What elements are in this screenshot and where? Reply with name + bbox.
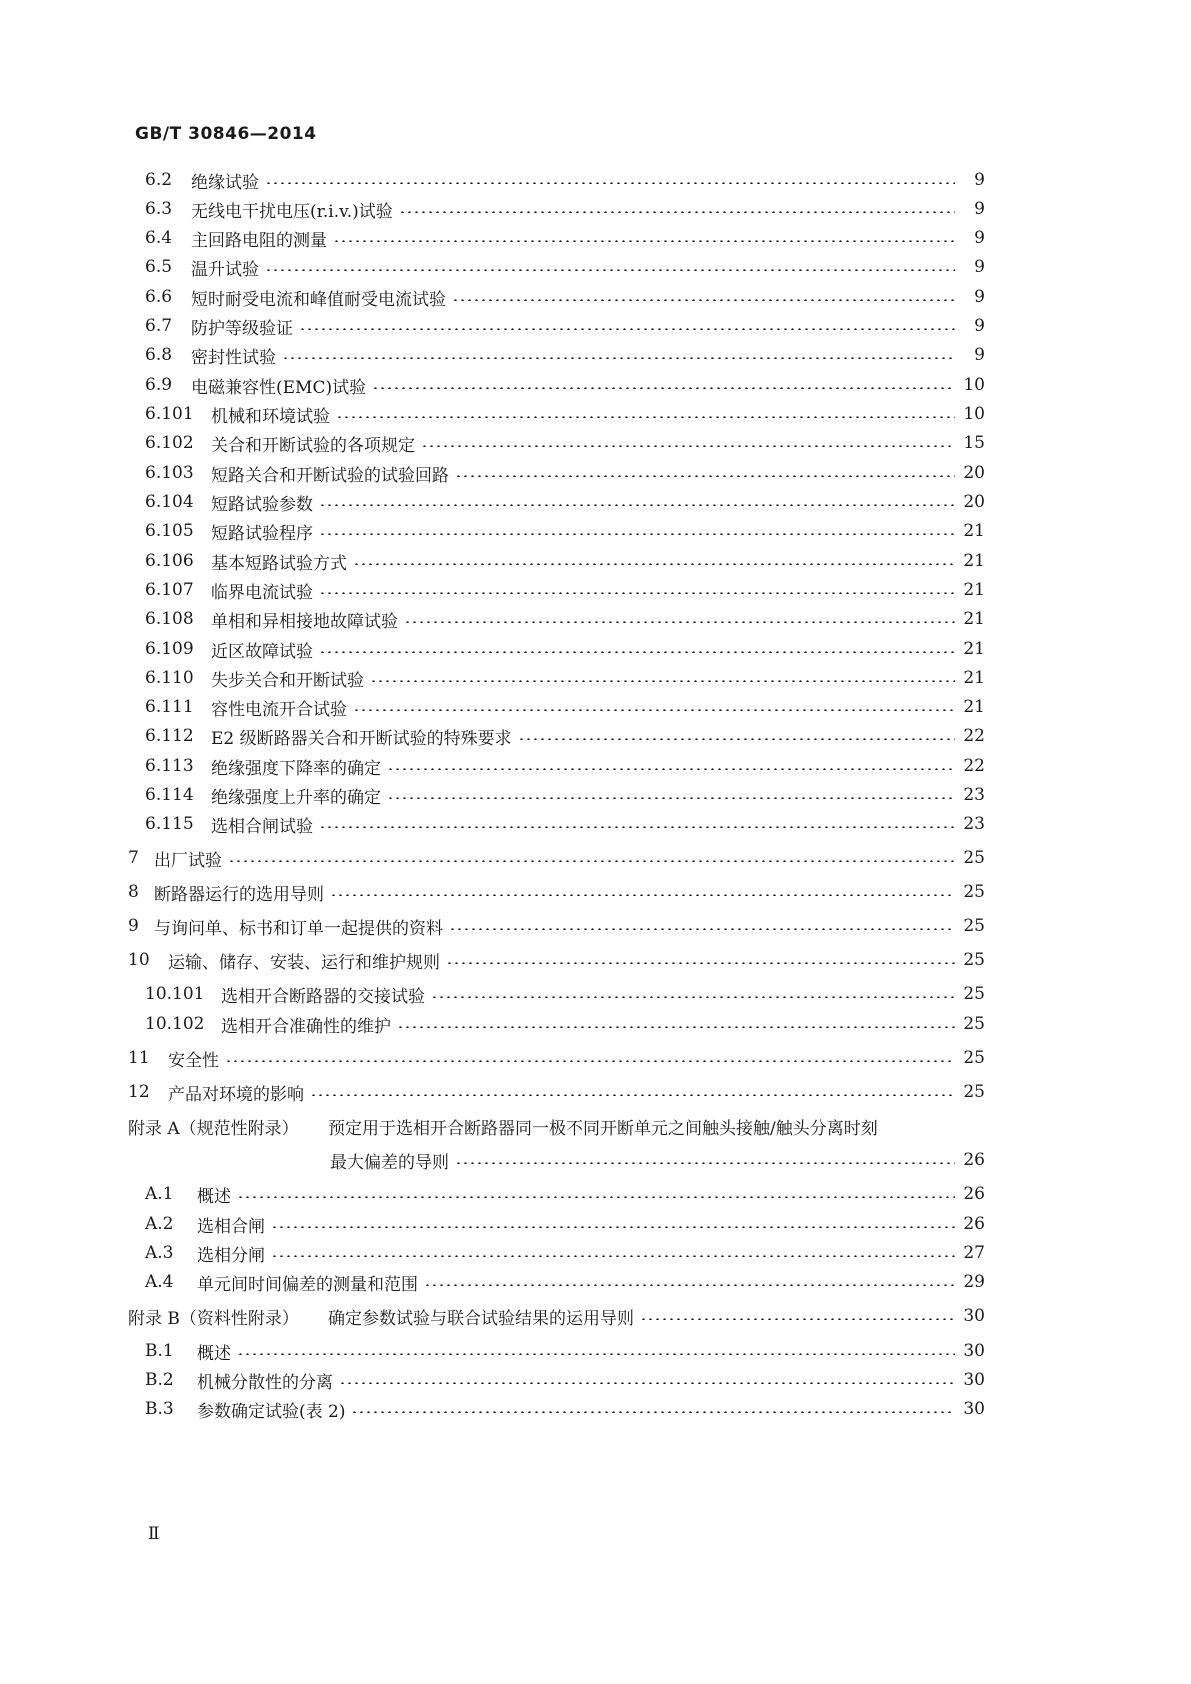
leader-dots: [310, 1094, 955, 1096]
toc-title: 短时耐受电流和峰值耐受电流试验: [191, 289, 446, 310]
toc-entry[interactable]: [128, 1080, 985, 1104]
toc-number: 6.108: [145, 609, 194, 629]
toc-title: 与询问单、标书和订单一起提供的资料: [154, 918, 443, 939]
toc-entry[interactable]: [145, 168, 985, 192]
toc-page: 21: [963, 668, 985, 688]
toc-number: 6.6: [145, 287, 173, 307]
toc-page: 30: [963, 1306, 985, 1326]
leader-dots: [330, 894, 955, 896]
toc-page: 30: [963, 1370, 985, 1390]
toc-entry[interactable]: [145, 373, 985, 397]
toc-page: 9: [974, 257, 985, 277]
toc-number: 6.113: [145, 756, 194, 776]
toc-number: 6.111: [145, 697, 194, 717]
toc-entry[interactable]: [145, 1012, 985, 1036]
toc-title: 电磁兼容性(EMC)试验: [191, 377, 367, 398]
toc-page: 10: [963, 404, 985, 424]
toc-page: 25: [963, 916, 985, 936]
leader-dots: [282, 357, 955, 359]
toc-number: 6.104: [145, 492, 194, 512]
toc-page: 25: [963, 950, 985, 970]
leader-dots: [351, 1411, 955, 1413]
toc-number: 12: [128, 1082, 150, 1102]
toc-number: 6.102: [145, 433, 194, 453]
toc-number: 6.110: [145, 668, 194, 688]
toc-page: 23: [963, 785, 985, 805]
toc-title: 密封性试验: [191, 347, 276, 368]
toc-number: A.2: [145, 1214, 174, 1234]
toc-entry[interactable]: [145, 255, 985, 279]
toc-number: 6.105: [145, 521, 194, 541]
toc-entry[interactable]: [145, 1241, 985, 1265]
leader-dots: [404, 621, 955, 623]
toc-page: 20: [963, 492, 985, 512]
page-number-footer: Ⅱ: [148, 1524, 160, 1544]
toc-number: B.3: [145, 1399, 174, 1419]
toc-page: 26: [963, 1150, 985, 1170]
toc-title: 防护等级验证: [191, 318, 293, 339]
leader-dots: [387, 797, 955, 799]
toc-page: 25: [963, 882, 985, 902]
toc-title: 短路试验程序: [211, 523, 313, 544]
toc-page: 9: [974, 228, 985, 248]
toc-number: A.4: [145, 1272, 174, 1292]
toc-entry[interactable]: [145, 724, 985, 748]
toc-page: 9: [974, 316, 985, 336]
toc-title: 单元间时间偏差的测量和范围: [197, 1274, 418, 1295]
toc-title: 近区故障试验: [211, 641, 313, 662]
toc-title: 选相开合断路器的交接试验: [221, 986, 425, 1007]
toc-entry[interactable]: [145, 402, 985, 426]
toc-entry[interactable]: [145, 314, 985, 338]
leader-dots: [265, 182, 955, 184]
toc-title: 选相开合准确性的维护: [221, 1016, 391, 1037]
toc-page: 21: [963, 697, 985, 717]
toc-number: A.3: [145, 1243, 174, 1263]
toc-number: 6.112: [145, 726, 194, 746]
toc-title: 主回路电阻的测量: [191, 230, 327, 251]
toc-title: 机械和环境试验: [211, 406, 330, 427]
toc-entry[interactable]: [145, 1182, 985, 1206]
leader-dots: [399, 211, 955, 213]
toc-page: 10: [963, 375, 985, 395]
toc-page: 21: [963, 521, 985, 541]
toc-page: 25: [963, 1014, 985, 1034]
toc-number: 6.3: [145, 199, 173, 219]
toc-annex-entry[interactable]: [128, 1114, 985, 1138]
toc-title: 确定参数试验与联合试验结果的运用导则: [328, 1308, 634, 1329]
toc-entry[interactable]: [128, 880, 985, 904]
toc-entry[interactable]: [145, 343, 985, 367]
toc-page: 26: [963, 1184, 985, 1204]
toc-title: 单相和异相接地故障试验: [211, 611, 398, 632]
toc-page: 9: [974, 199, 985, 219]
toc-number: 6.114: [145, 785, 194, 805]
toc-title: 短路关合和开断试验的试验回路: [211, 465, 449, 486]
toc-entry[interactable]: [145, 578, 985, 602]
toc-title: 断路器运行的选用导则: [154, 884, 324, 905]
toc-title: 概述: [197, 1343, 231, 1364]
toc-entry-continuation[interactable]: [330, 1148, 985, 1172]
toc-annex-label: 附录 A（规范性附录）: [128, 1118, 299, 1139]
leader-dots: [299, 328, 955, 330]
leader-dots: [452, 299, 955, 301]
toc-title: 最大偏差的导则: [330, 1152, 449, 1173]
toc-title: E2 级断路器关合和开断试验的特殊要求: [211, 728, 512, 749]
toc-number: B.2: [145, 1370, 174, 1390]
toc-entry[interactable]: [145, 1368, 985, 1392]
toc-page: 20: [963, 463, 985, 483]
toc-title: 无线电干扰电压(r.i.v.)试验: [191, 201, 393, 222]
toc-entry[interactable]: [145, 1397, 985, 1421]
leader-dots: [455, 1162, 955, 1164]
toc-entry[interactable]: [145, 754, 985, 778]
toc-title: 机械分散性的分离: [197, 1372, 333, 1393]
toc-title: 绝缘强度下降率的确定: [211, 758, 381, 779]
leader-dots: [397, 1026, 955, 1028]
toc-entry[interactable]: [145, 431, 985, 455]
toc-number: A.1: [145, 1184, 174, 1204]
toc-number: 6.4: [145, 228, 173, 248]
leader-dots: [353, 709, 955, 711]
toc-number: 6.115: [145, 814, 194, 834]
toc-number: 6.107: [145, 580, 194, 600]
leader-dots: [421, 445, 955, 447]
toc-entry[interactable]: [145, 1339, 985, 1363]
document-header: GB/T 30846—2014: [135, 124, 317, 144]
toc-page: 30: [963, 1399, 985, 1419]
leader-dots: [319, 592, 955, 594]
leader-dots: [431, 996, 955, 998]
toc-number: 9: [128, 916, 139, 936]
toc-page: 9: [974, 287, 985, 307]
toc-page: 15: [963, 433, 985, 453]
leader-dots: [319, 504, 955, 506]
toc-number: 6.103: [145, 463, 194, 483]
toc-page: 9: [974, 170, 985, 190]
toc-number: 6.101: [145, 404, 194, 424]
toc-title: 温升试验: [191, 259, 259, 280]
leader-dots: [319, 826, 955, 828]
toc-entry[interactable]: [145, 1212, 985, 1236]
toc-page: 21: [963, 580, 985, 600]
toc-title: 绝缘强度上升率的确定: [211, 787, 381, 808]
toc-page: 21: [963, 639, 985, 659]
toc-entry[interactable]: [145, 519, 985, 543]
toc-number: 10.101: [145, 984, 205, 1004]
toc-number: 6.9: [145, 375, 173, 395]
toc-annex-entry[interactable]: [128, 1304, 985, 1328]
toc-page: 27: [963, 1243, 985, 1263]
toc-title: 关合和开断试验的各项规定: [211, 435, 415, 456]
toc-number: 6.106: [145, 551, 194, 571]
leader-dots: [271, 1255, 955, 1257]
toc-title: 基本短路试验方式: [211, 553, 347, 574]
leader-dots: [228, 860, 955, 862]
toc-entry[interactable]: [145, 490, 985, 514]
toc-number: 8: [128, 882, 139, 902]
leader-dots: [333, 240, 955, 242]
toc-entry[interactable]: [145, 982, 985, 1006]
toc-title: 选相合闸: [197, 1216, 265, 1237]
toc-page: 25: [963, 848, 985, 868]
toc-entry[interactable]: [145, 197, 985, 221]
toc-entry[interactable]: [145, 783, 985, 807]
leader-dots: [455, 475, 955, 477]
toc-title: 参数确定试验(表 2): [197, 1401, 346, 1422]
toc-page: 30: [963, 1341, 985, 1361]
toc-number: 6.5: [145, 257, 173, 277]
toc-title: 运输、储存、安装、运行和维护规则: [168, 952, 440, 973]
toc-number: 10.102: [145, 1014, 205, 1034]
toc-entry[interactable]: [145, 549, 985, 573]
leader-dots: [353, 563, 955, 565]
leader-dots: [449, 928, 955, 930]
toc-number: 6.8: [145, 345, 173, 365]
toc-page: 25: [963, 984, 985, 1004]
toc-number: 11: [128, 1048, 150, 1068]
toc-page: 9: [974, 345, 985, 365]
toc-page: 25: [963, 1082, 985, 1102]
toc-title: 产品对环境的影响: [168, 1084, 304, 1105]
toc-page: 25: [963, 1048, 985, 1068]
toc-number: B.1: [145, 1341, 174, 1361]
toc-title: 绝缘试验: [191, 172, 259, 193]
leader-dots: [387, 768, 955, 770]
leader-dots: [237, 1196, 955, 1198]
toc-entry[interactable]: [145, 285, 985, 309]
toc-page: 29: [963, 1272, 985, 1292]
toc-entry[interactable]: [145, 1270, 985, 1294]
leader-dots: [237, 1353, 955, 1355]
leader-dots: [265, 269, 955, 271]
toc-entry[interactable]: [145, 226, 985, 250]
toc-page: 22: [963, 756, 985, 776]
toc-entry[interactable]: [145, 695, 985, 719]
toc-title: 选相分闸: [197, 1245, 265, 1266]
toc-page: 26: [963, 1214, 985, 1234]
leader-dots: [372, 387, 955, 389]
toc-number: 7: [128, 848, 139, 868]
toc-page: 21: [963, 609, 985, 629]
toc-page: 22: [963, 726, 985, 746]
leader-dots: [424, 1284, 955, 1286]
toc-entry[interactable]: [128, 914, 985, 938]
leader-dots: [319, 651, 955, 653]
toc-entry[interactable]: [128, 846, 985, 870]
leader-dots: [336, 416, 955, 418]
toc-entry[interactable]: [128, 1046, 985, 1070]
leader-dots: [370, 680, 955, 682]
toc-title: 安全性: [168, 1050, 219, 1071]
toc-entry[interactable]: [145, 666, 985, 690]
leader-dots: [339, 1382, 955, 1384]
toc-entry[interactable]: [145, 461, 985, 485]
toc-page: 23: [963, 814, 985, 834]
toc-entry[interactable]: [128, 948, 985, 972]
toc-entry[interactable]: [145, 812, 985, 836]
toc-number: 10: [128, 950, 150, 970]
leader-dots: [271, 1226, 955, 1228]
toc-title: 选相合闸试验: [211, 816, 313, 837]
toc-title: 失步关合和开断试验: [211, 670, 364, 691]
toc-title: 预定用于选相开合断路器同一极不同开断单元之间触头接触/触头分离时刻: [328, 1118, 878, 1139]
toc-entry[interactable]: [145, 637, 985, 661]
toc-title: 短路试验参数: [211, 494, 313, 515]
toc-number: 6.2: [145, 170, 173, 190]
toc-annex-label: 附录 B（资料性附录）: [128, 1308, 299, 1329]
leader-dots: [225, 1060, 955, 1062]
toc-title: 概述: [197, 1186, 231, 1207]
toc-page: 21: [963, 551, 985, 571]
toc-entry[interactable]: [145, 607, 985, 631]
leader-dots: [446, 962, 955, 964]
leader-dots: [319, 533, 955, 535]
leader-dots: [518, 738, 955, 740]
toc-title: 出厂试验: [154, 850, 222, 871]
toc-title: 容性电流开合试验: [211, 699, 347, 720]
toc-number: 6.109: [145, 639, 194, 659]
toc-title: 临界电流试验: [211, 582, 313, 603]
leader-dots: [640, 1318, 955, 1320]
toc-number: 6.7: [145, 316, 173, 336]
